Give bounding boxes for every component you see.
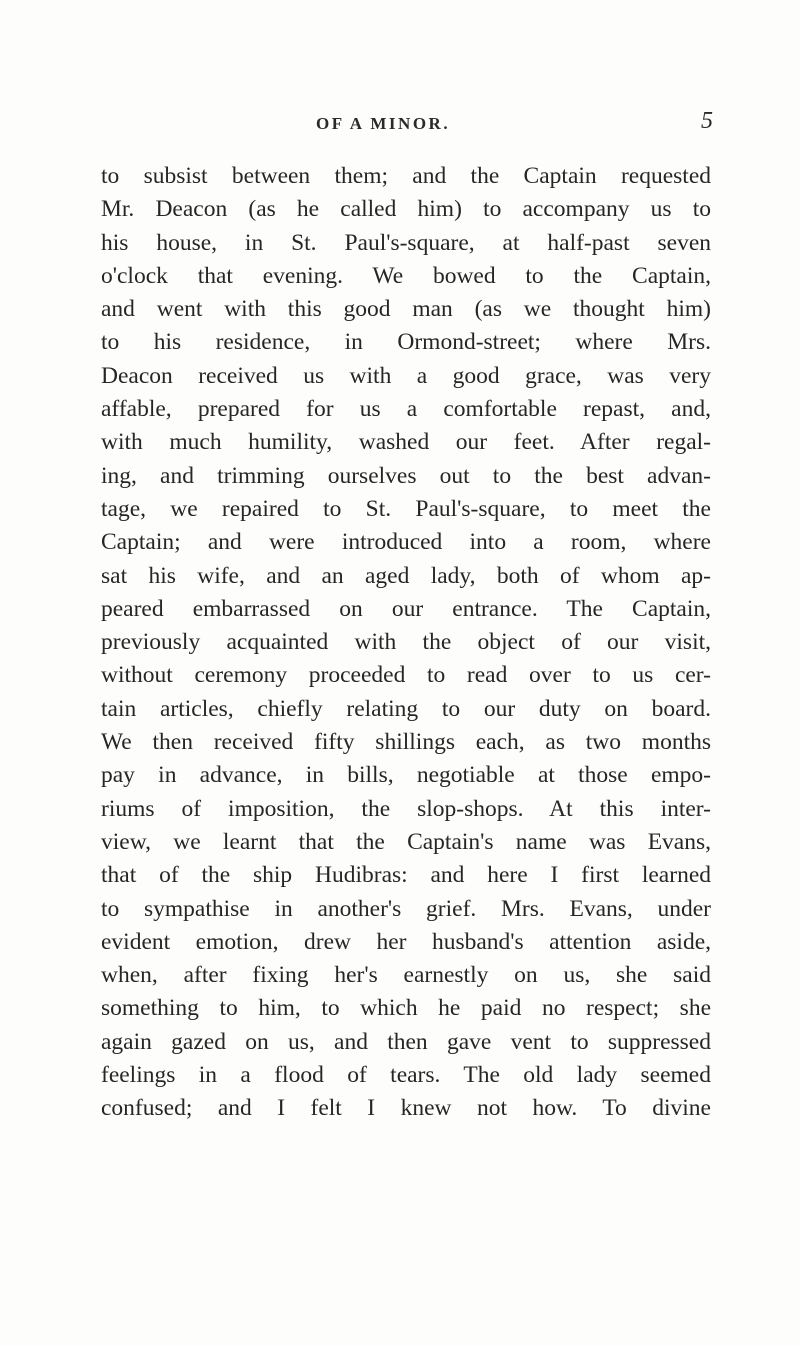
text-line: affable, prepared for us a comfortable repast, and, [101,396,711,423]
text-line: to his residence, in Ormond-street; where Mrs. [101,329,711,356]
text-line: tain articles, chiefly relating to our duty on board. [101,695,711,722]
text-line: Mr. Deacon (as he called him) to accompany us to [101,196,711,223]
text-line: that of the ship Hudibras: and here I first learned [101,862,711,889]
text-line: something to him, to which he paid no respect; she [101,995,711,1022]
text-line: ing, and trimming ourselves out to the best advan- [101,462,711,489]
text-line: to subsist between them; and the Captain requested [101,163,711,189]
text-line: without ceremony proceeded to read over to us cer- [101,662,711,689]
text-line: Deacon received us with a good grace, was very [101,362,711,389]
text-line: We then received fifty shillings each, as two months [101,729,711,756]
body-text [101,160,711,1126]
text-line: riums of imposition, the slop-shops. At this inter- [101,795,711,822]
text-line: feelings in a flood of tears. The old lady seemed [101,1062,711,1089]
text-line: peared embarrassed on our entrance. The Captain, [101,595,711,622]
text-line: previously acquainted with the object of our visit, [101,629,711,656]
text-line: pay in advance, in bills, negotiable at those empo- [101,762,711,789]
text-line: Captain; and were introduced into a room, where [101,529,711,556]
text-line: with much humility, washed our feet. After regal- [101,429,711,456]
text-line: again gazed on us, and then gave vent to suppressed [101,1028,711,1055]
text-line: view, we learnt that the Captain's name was Evans, [101,828,711,855]
text-line: when, after fixing her's earnestly on us, she said [101,962,711,989]
text-line: o'clock that evening. We bowed to the Captain, [101,262,711,289]
text-line: confused; and I felt I knew not how. To divine [101,1095,711,1122]
text-line: evident emotion, drew her husband's attention aside, [101,928,711,955]
text-line: to sympathise in another's grief. Mrs. Evans, under [101,895,711,922]
running-head: OF A MINOR. [316,114,451,133]
text-line: and went with this good man (as we thought him) [101,296,711,323]
text-line: sat his wife, and an aged lady, both of whom ap- [101,562,711,589]
text-line: tage, we repaired to St. Paul's-square, to meet the [101,495,711,522]
page-number: 5 [701,108,713,134]
text-line: his house, in St. Paul's-square, at half-past seven [101,229,711,256]
